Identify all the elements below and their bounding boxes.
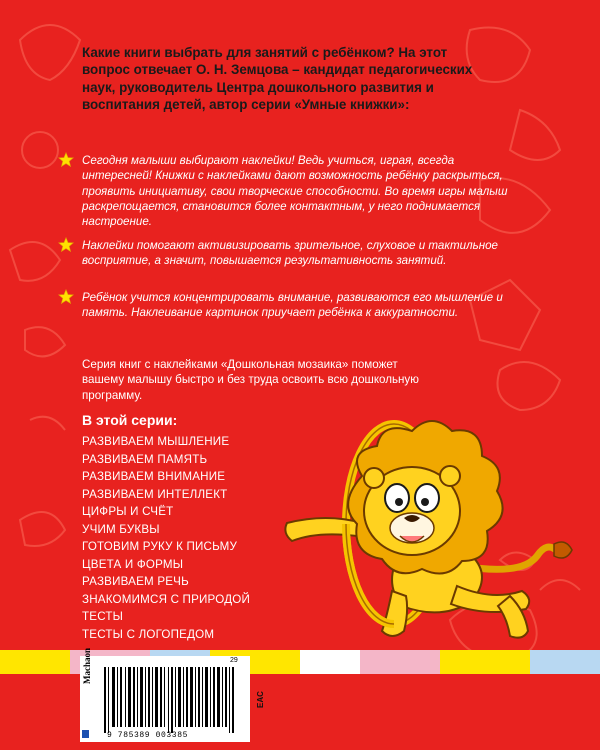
series-book-list — [82, 433, 250, 643]
list-item: ЗНАКОМИМСЯ С ПРИРОДОЙ — [82, 592, 251, 606]
list-item: ГОТОВИМ РУКУ К ПИСЬМУ — [82, 540, 238, 553]
list-item: РАЗВИВАЕМ ПАМЯТЬ — [82, 452, 208, 466]
intro-question: Какие книги выбрать для занятий с ребёнком? На этот вопрос отвечает О. Н. Земцова – кандидат педагогических наук, руководитель Центра дошкольного развития и воспитания детей, автор серии «Умные книжки»: — [82, 45, 473, 113]
stripe-segment — [0, 650, 70, 674]
list-item: РАЗВИВАЕМ ВНИМАНИЕ — [82, 470, 226, 483]
series-heading: В этой серии: — [82, 412, 178, 428]
barcode-addon: 29 — [230, 657, 238, 664]
bullet-text: Сегодня малыши выбирают наклейки! Ведь учиться, играя, всегда интересней! Книжки с наклейками дают возможность ребёнку раскрыться, проявить инициативу, свои творческие способности. Во время игры малыш раскрепощается, становится более контактным, у него поднимается настроение. — [82, 154, 508, 229]
list-item: ЦВЕТА И ФОРМЫ — [82, 557, 184, 571]
list-item: РАЗВИВАЕМ ИНТЕЛЛЕКТ — [82, 487, 228, 501]
list-item: УЧИМ БУКВЫ — [82, 522, 160, 536]
stripe-segment — [530, 650, 600, 674]
publisher-logo-mark — [82, 730, 89, 738]
bullet-text: Ребёнок учится концентрировать внимание, развиваются его мышление и память. Наклеивание картинок приучает ребёнка к аккуратности. — [82, 291, 503, 320]
bullet-perception — [82, 238, 522, 269]
bullet-attention — [82, 290, 522, 321]
star-icon — [58, 237, 74, 253]
publisher-logo: Machaon — [82, 648, 92, 684]
stripe-segment — [360, 650, 440, 674]
lion-illustration — [262, 416, 582, 651]
stripe-segment — [440, 650, 530, 674]
star-icon — [58, 152, 74, 168]
list-item: ТЕСТЫ С ЛОГОПЕДОМ — [82, 627, 215, 641]
list-item: ТЕСТЫ — [82, 610, 124, 623]
list-item: РАЗВИВАЕМ РЕЧЬ — [82, 575, 189, 588]
list-item: ЦИФРЫ И СЧЁТ — [82, 505, 174, 518]
barcode — [104, 667, 242, 733]
list-item: РАЗВИВАЕМ МЫШЛЕНИЕ — [82, 435, 230, 448]
bullet-stickers — [82, 153, 522, 229]
stripe-segment — [300, 650, 360, 674]
eac-mark: EAC — [256, 691, 265, 708]
bullet-text: Наклейки помогают активизировать зрительное, слуховое и тактильное восприятие, а значит, повышается результативность занятий. — [82, 239, 498, 268]
barcode-number: 9 785389 003385 — [107, 731, 189, 740]
star-icon — [58, 289, 74, 305]
series-description: Серия книг с наклейками «Дошкольная мозаика» поможет вашему малышу быстро и без труда освоить всю дошкольную программу. — [82, 358, 419, 402]
